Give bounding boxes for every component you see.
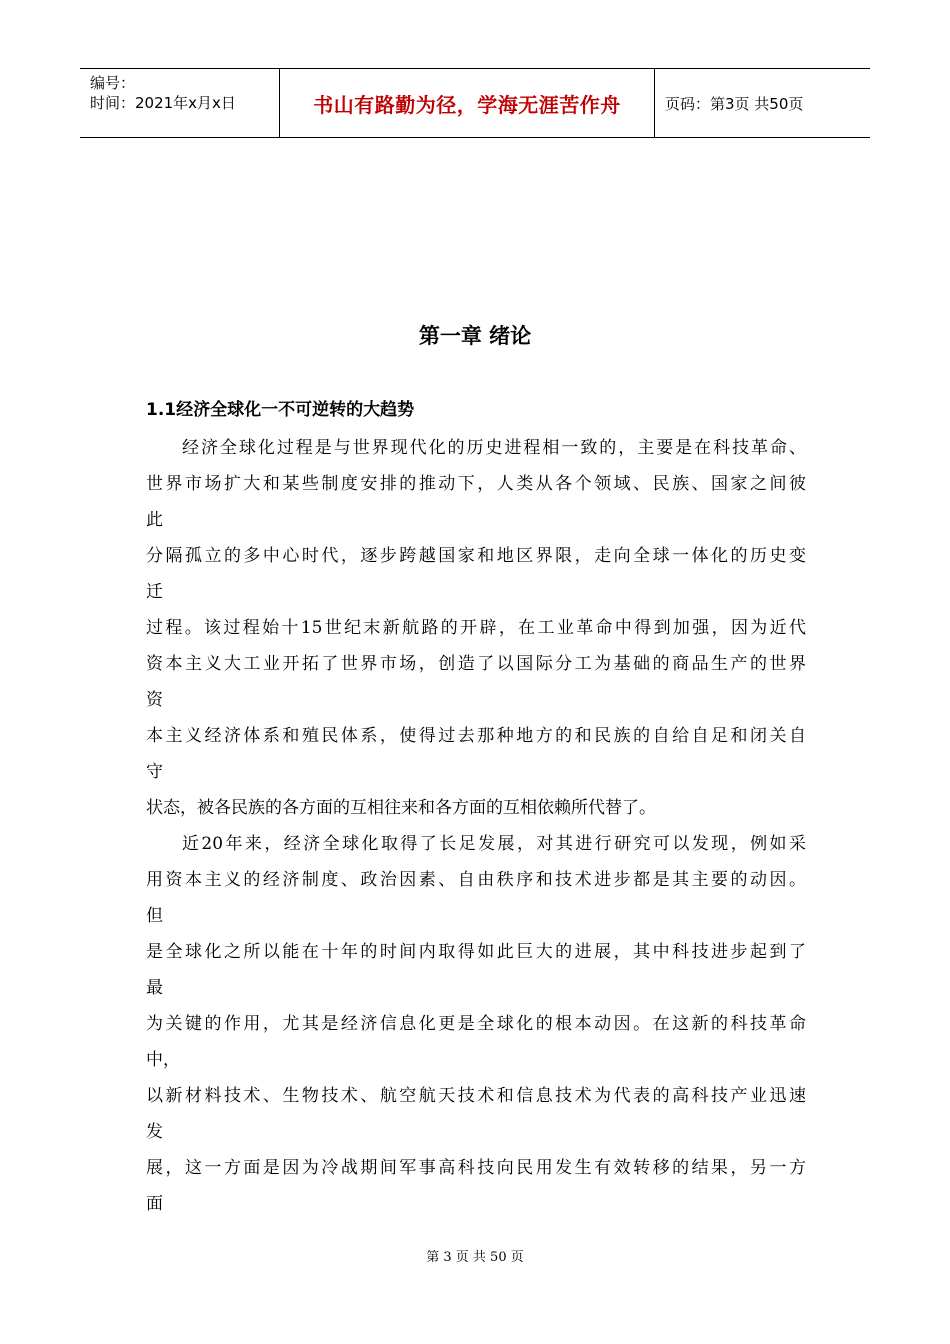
body-line: 近20年来，经济全球化取得了长足发展，对其进行研究可以发现，例如采 xyxy=(182,834,806,854)
document-number-label: 编号： xyxy=(90,74,136,92)
body-line: 资本主义大工业开拓了世界市场，创造了以国际分工为基础的商品生产的世界 xyxy=(146,654,806,674)
body-line: 守 xyxy=(146,762,163,782)
body-line: 最 xyxy=(146,978,163,998)
page-header xyxy=(80,68,870,138)
header-motto: 书山有路勤为径，学海无涯苦作舟 xyxy=(280,69,655,137)
body-line: 为关键的作用，尤其是经济信息化更是全球化的根本动因。在这新的科技革命 xyxy=(146,1014,806,1034)
body-line: 经济全球化过程是与世界现代化的历史进程相一致的，主要是在科技革命、 xyxy=(182,438,806,458)
body-line: 中， xyxy=(146,1050,180,1070)
header-meta xyxy=(80,69,280,137)
body-line: 用资本主义的经济制度、政治因素、自由秩序和技术进步都是其主要的动因。 xyxy=(146,870,806,890)
body-line: 面 xyxy=(146,1194,163,1214)
document-time-label: 时间：2021年x月x日 xyxy=(90,94,236,112)
page-footer: 第 3 页 共 50 页 xyxy=(426,1250,524,1265)
body-line: 发 xyxy=(146,1122,163,1142)
body-text xyxy=(146,430,806,1222)
header-page-info: 页码：第3页 共50页 xyxy=(665,94,804,113)
body-line: 状态，被各民族的各方面的互相往来和各方面的互相依赖所代替了。 xyxy=(146,798,656,818)
body-line: 此 xyxy=(146,510,163,530)
body-line: 但 xyxy=(146,906,163,926)
section-title: 1.1经济全球化一不可逆转的大趋势 xyxy=(146,400,415,420)
body-line: 本主义经济体系和殖民体系，使得过去那种地方的和民族的自给自足和闭关自 xyxy=(146,726,806,746)
body-line: 以新材料技术、生物技术、航空航天技术和信息技术为代表的高科技产业迅速 xyxy=(146,1086,806,1106)
body-line: 资 xyxy=(146,690,163,710)
body-line: 是全球化之所以能在十年的时间内取得如此巨大的进展，其中科技进步起到了 xyxy=(146,942,806,962)
body-line: 分隔孤立的多中心时代，逐步跨越国家和地区界限，走向全球一体化的历史变 xyxy=(146,546,806,566)
chapter-title: 第一章 绪论 xyxy=(418,324,532,348)
body-line: 过程。该过程始十15世纪末新航路的开辟，在工业革命中得到加强，因为近代 xyxy=(146,618,806,638)
body-line: 世界市场扩大和某些制度安排的推动下，人类从各个领域、民族、国家之间彼 xyxy=(146,474,806,494)
body-line: 迁 xyxy=(146,582,163,602)
body-line: 展，这一方面是因为冷战期间军事高科技向民用发生有效转移的结果，另一方 xyxy=(146,1158,806,1178)
